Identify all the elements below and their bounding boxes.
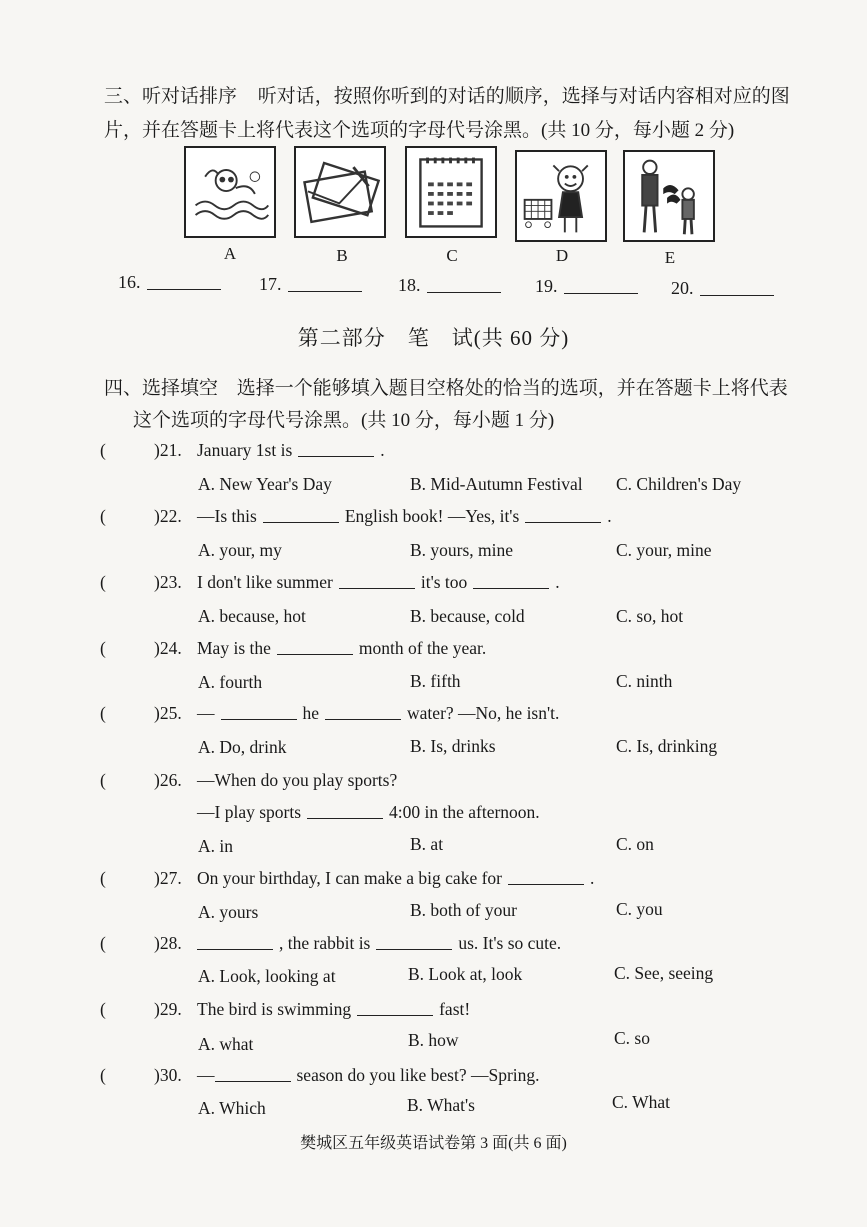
option-b[interactable]: B. yours, mine — [410, 540, 514, 560]
picture-label-e: E — [664, 248, 676, 267]
question-21: ( )21. January 1st is . — [100, 440, 385, 460]
picture-label-c: C — [446, 246, 458, 265]
answer-blank[interactable] — [215, 1071, 291, 1082]
answer-blank[interactable] — [357, 1005, 433, 1016]
question-text: , the rabbit is — [279, 933, 371, 953]
question-23: ( )23. I don't like summer it's too . — [100, 572, 560, 592]
section3-instruction-2: 片，并在答题卡上将代表这个选项的字母代号涂黑。(共 10 分，每小题 2 分) — [104, 120, 735, 141]
answer-17[interactable] — [259, 274, 362, 295]
answer-number: 17. — [259, 274, 282, 294]
question-text: May is the — [197, 638, 271, 658]
answer-blank[interactable] — [525, 512, 601, 523]
option-a[interactable]: A. yours — [198, 902, 259, 922]
question-text: The bird is swimming — [197, 999, 352, 1019]
answer-blank[interactable] — [298, 446, 374, 457]
answer-number: 16. — [118, 272, 141, 292]
question-text: —I play sports — [197, 802, 302, 822]
option-a[interactable]: A. Do, drink — [198, 737, 287, 757]
option-a[interactable]: A. New Year's Day — [198, 474, 332, 494]
question-text: fast! — [439, 999, 471, 1019]
question-27: ( )27. On your birthday, I can make a big cake for . — [100, 868, 595, 888]
part2-title: 第二部分 笔 试(共 60 分) — [297, 326, 570, 350]
question-text: I don't like summer — [197, 572, 333, 592]
shopping-girl-icon — [515, 150, 607, 242]
question-text: us. It's so cute. — [458, 933, 562, 953]
option-b[interactable]: B. fifth — [410, 671, 461, 691]
question-text: . — [380, 440, 385, 460]
option-c[interactable]: C. so, hot — [616, 606, 684, 626]
option-b[interactable]: B. how — [408, 1030, 459, 1050]
option-a[interactable]: A. what — [198, 1034, 254, 1054]
answer-blank[interactable] — [508, 874, 584, 885]
question-text: season do you like best? —Spring. — [296, 1065, 540, 1085]
option-b[interactable]: B. at — [410, 834, 444, 854]
question-text: English book! —Yes, it's — [344, 506, 520, 526]
page-footer: 樊城区五年级英语试卷第 3 面(共 6 面) — [300, 1135, 567, 1152]
question-number: )29. — [154, 999, 182, 1019]
question-number: )22. — [154, 506, 182, 526]
question-26-line2 — [197, 802, 540, 823]
picture-label-b: B — [336, 246, 348, 265]
answer-blank[interactable] — [473, 578, 549, 589]
section4-instruction-1: 选择一个能够填入题目空格处的恰当的选项，并在答题卡上将代表 — [236, 378, 788, 399]
answer-number: 18. — [398, 275, 421, 295]
answer-blank[interactable] — [376, 939, 452, 950]
question-text: water? —No, he isn't. — [407, 703, 560, 723]
answer-18[interactable] — [398, 275, 501, 296]
question-text: —Is this — [197, 506, 257, 526]
answer-blank[interactable] — [197, 939, 273, 950]
section3-title: 三、听对话排序 — [104, 86, 238, 107]
answer-number: 20. — [671, 278, 694, 298]
option-b[interactable]: B. Look at, look — [408, 964, 523, 984]
question-text: January 1st is — [197, 440, 293, 460]
option-c[interactable]: C. Is, drinking — [616, 736, 718, 756]
question-text: he — [302, 703, 320, 723]
question-number: )26. — [154, 770, 182, 790]
answer-blank[interactable] — [263, 512, 339, 523]
question-25: ( )25. — he water? —No, he isn't. — [100, 703, 560, 723]
picture-label-d: D — [555, 246, 569, 265]
question-text: . — [607, 506, 612, 526]
option-a[interactable]: A. fourth — [198, 672, 263, 692]
answer-blank[interactable] — [339, 578, 415, 589]
question-text: 4:00 in the afternoon. — [389, 802, 540, 822]
answer-number: 19. — [535, 276, 558, 296]
picture-label-a: A — [223, 244, 237, 263]
question-number: )28. — [154, 933, 182, 953]
section3-instruction-1: 听对话，按照你听到的对话的顺序，选择与对话内容相对应的图 — [257, 86, 790, 107]
question-text: — — [197, 1065, 215, 1085]
question-text: . — [555, 572, 560, 592]
answer-19[interactable] — [535, 276, 638, 297]
option-c[interactable]: C. Children's Day — [616, 474, 742, 494]
question-text: . — [590, 868, 595, 888]
option-a[interactable]: A. Which — [198, 1098, 266, 1118]
option-a[interactable]: A. Look, looking at — [198, 966, 336, 986]
option-b[interactable]: B. What's — [407, 1095, 475, 1115]
calendar-icon — [405, 146, 497, 238]
option-a[interactable]: A. in — [198, 836, 233, 856]
option-a[interactable]: A. because, hot — [198, 606, 306, 626]
answer-blank[interactable] — [221, 709, 297, 720]
option-b[interactable]: B. both of your — [410, 900, 517, 920]
answer-blank[interactable] — [307, 808, 383, 819]
section4-heading — [104, 372, 788, 406]
option-c[interactable]: C. ninth — [616, 671, 673, 691]
question-28: ( )28. , the rabbit is us. It's so cute. — [100, 933, 562, 953]
answer-blank[interactable] — [325, 709, 401, 720]
question-24: ( )24. May is the month of the year. — [100, 638, 487, 658]
envelope-icon — [294, 146, 386, 238]
option-b[interactable]: B. because, cold — [410, 606, 525, 626]
section3-heading — [104, 80, 790, 114]
section4-title: 四、选择填空 — [104, 378, 219, 399]
option-c[interactable]: C. your, mine — [616, 540, 712, 560]
question-number: )30. — [154, 1065, 182, 1085]
question-30: ( )30. — season do you like best? —Spring. — [100, 1065, 540, 1085]
option-b[interactable]: B. Mid-Autumn Festival — [410, 474, 583, 494]
option-a[interactable]: A. your, my — [198, 540, 282, 560]
section4-instruction-2: 这个选项的字母代号涂黑。(共 10 分，每小题 1 分) — [133, 410, 555, 431]
option-c[interactable]: C. What — [612, 1092, 671, 1112]
shoes-shop-icon — [623, 150, 715, 242]
question-26: ( )26. —When do you play sports? — [100, 770, 398, 790]
answer-blank[interactable] — [277, 644, 353, 655]
option-c[interactable]: C. so — [614, 1028, 650, 1048]
question-text: month of the year. — [358, 638, 487, 658]
question-text: —When do you play sports? — [197, 770, 398, 790]
answer-16[interactable] — [118, 272, 221, 293]
question-number: )23. — [154, 572, 182, 592]
option-c[interactable]: C. See, seeing — [614, 963, 714, 983]
question-text: On your birthday, I can make a big cake for — [197, 868, 502, 888]
swimming-icon — [184, 146, 276, 238]
question-22: ( )22. —Is this English book! —Yes, it's . — [100, 506, 612, 526]
question-number: )21. — [154, 440, 182, 460]
question-number: )27. — [154, 868, 182, 888]
option-b[interactable]: B. Is, drinks — [410, 736, 496, 756]
question-text: it's too — [420, 572, 468, 592]
option-c[interactable]: C. you — [616, 899, 663, 919]
question-text: — — [197, 703, 215, 723]
question-number: )25. — [154, 703, 182, 723]
answer-20[interactable] — [671, 278, 774, 299]
option-c[interactable]: C. on — [616, 834, 654, 854]
question-29: ( )29. The bird is swimming fast! — [100, 999, 471, 1019]
question-number: )24. — [154, 638, 182, 658]
